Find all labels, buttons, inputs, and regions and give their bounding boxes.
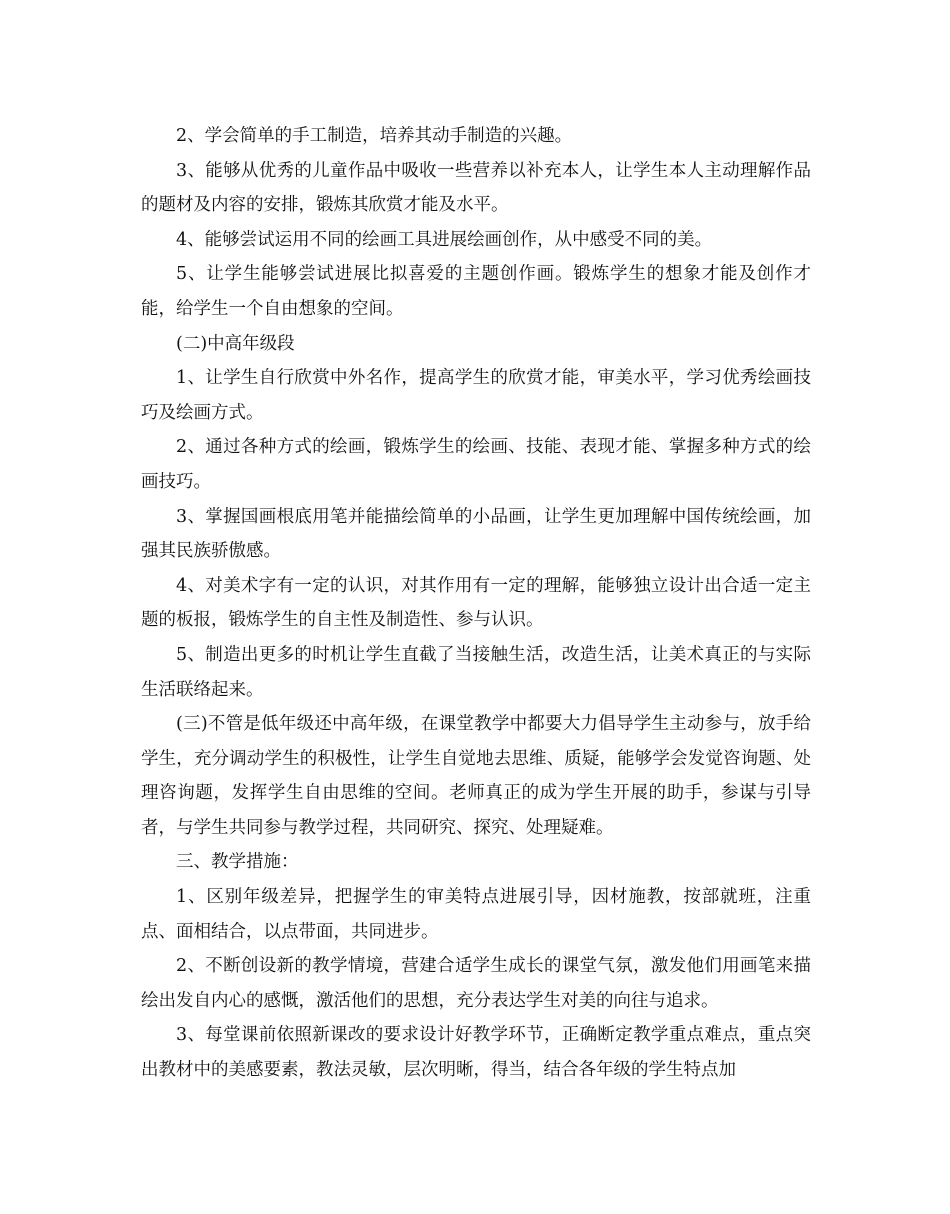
paragraph-item-4: 4、能够尝试运用不同的绘画工具进展绘画创作，从中感受不同的美。	[176, 229, 713, 250]
paragraph-upper-3: 3、掌握国画根底用笔并能描绘简单的小品画，让学生更加理解中国传统绘画，加强其民族骄傲感。	[141, 506, 811, 562]
section-heading-upper-grades: (二)中高年级段	[176, 333, 295, 354]
paragraph-upper-1: 1、让学生自行欣赏中外名作，提高学生的欣赏才能，审美水平，学习优秀绘画技巧及绘画方式。	[141, 368, 811, 423]
section-heading-teaching-measures: 三、教学措施：	[176, 852, 299, 873]
document-body	[141, 119, 811, 1088]
paragraph-item-5: 5、让学生能够尝试进展比拟喜爱的主题创作画。锻炼学生的想象才能及创作才能，给学生一个自由想象的空间。	[141, 264, 811, 319]
paragraph-measure-3: 3、每堂课前依照新课改的要求设计好教学环节，正确断定教学重点难点，重点突出教材中的美感要素，教法灵敏，层次明晰，得当，结合各年级的学生特点加	[141, 1025, 811, 1081]
paragraph-upper-5: 5、制造出更多的时机让学生直截了当接触生活，改造生活，让美术真正的与实际生活联络起来。	[141, 644, 811, 700]
paragraph-measure-2: 2、不断创设新的教学情境，营建合适学生成长的课堂气氛，激发他们用画笔来描绘出发自内心的感慨，激活他们的思想，充分表达学生对美的向往与追求。	[141, 956, 811, 1011]
paragraph-item-3: 3、能够从优秀的儿童作品中吸收一些营养以补充本人，让学生本人主动理解作品的题材及内容的安排，锻炼其欣赏才能及水平。	[141, 160, 811, 216]
paragraph-item-2: 2、学会简单的手工制造，培养其动手制造的兴趣。	[176, 126, 573, 146]
paragraph-upper-2: 2、通过各种方式的绘画，锻炼学生的绘画、技能、表现才能、掌握多种方式的绘画技巧。	[141, 437, 811, 492]
paragraph-section-three: (三)不管是低年级还中高年级，在课堂教学中都要大力倡导学生主动参与，放手给学生，充分调动学生的积极性，让学生自觉地去思维、质疑，能够学会发觉咨询题、处理咨询题，发挥学生自由思维的空间。老师真正的成为学生开展的助手，参谋与引导者，与学生共同参与教学过程，共同研究、探究、处理疑难。	[141, 714, 811, 838]
paragraph-measure-1: 1、区别年级差异，把握学生的审美特点进展引导，因材施教，按部就班，注重点、面相结合，以点带面，共同进步。	[141, 887, 811, 942]
paragraph-upper-4: 4、对美术字有一定的认识，对其作用有一定的理解，能够独立设计出合适一定主题的板报，锻炼学生的自主性及制造性、参与认识。	[141, 575, 811, 631]
